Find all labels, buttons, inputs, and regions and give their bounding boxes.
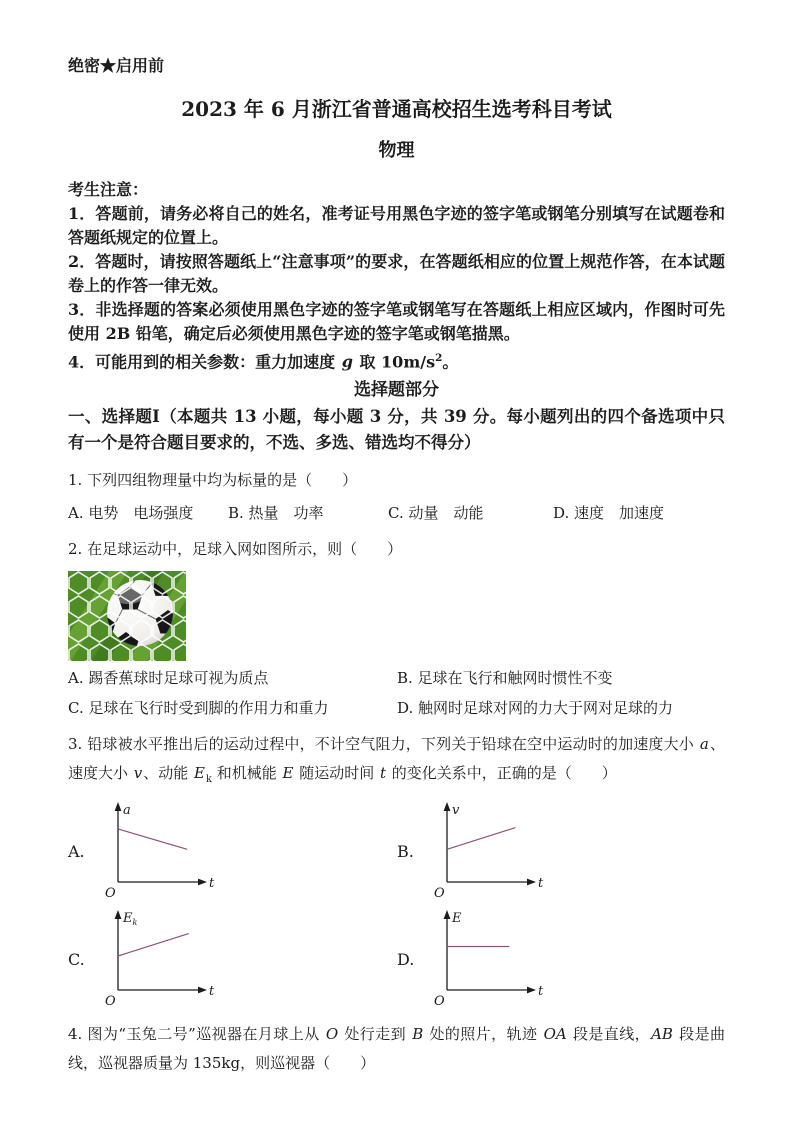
exam-title: 2023 年 6 月浙江省普通高校招生选考科目考试 [181,97,612,121]
q2-option-b: B. 足球在飞行和触网时惯性不变 [397,669,613,688]
q1-option-c: C. 动量 动能 [388,504,484,523]
q1-option-d: D. 速度 加速度 [553,504,665,523]
q1-option-b: B. 热量 功率 [228,504,324,523]
soccer-ball-in-net-photo [68,571,186,661]
question-1-options [68,501,725,525]
x-axis-arrow [198,987,207,994]
y-axis-label: a [123,803,131,819]
goal-net [68,571,186,661]
q2-option-d: D. 触网时足球对网的力大于网对足球的力 [397,699,674,718]
graph-c-kinetic-energy-vs-time [102,908,222,1010]
graph-d-mechanical-energy-vs-time [431,908,551,1010]
graph-b-velocity-vs-time [431,800,551,902]
y-axis-arrow [444,910,451,919]
question-2-options [68,666,725,720]
graph-option-b-label: B. [397,841,414,861]
x-axis-label: t [209,876,215,892]
graph-a-acceleration-vs-time [102,800,222,902]
question-3-graphs [68,800,725,1010]
notice-item-4: 4．可能用到的相关参数：重力加速度 g 取 $10m/s^2$。 [68,352,459,372]
data-line [447,828,515,850]
exam-subject: 物理 [378,140,415,161]
question-2-stem: 2. 在足球运动中，足球入网如图所示，则（ ） [68,540,403,559]
y-axis-arrow [444,802,451,811]
y-axis-label: E [452,911,462,927]
x-axis-label: t [538,984,544,1000]
q1-option-a: A. 电势 电场强度 [68,504,194,523]
notice-item-2: 2．答题时，请按照答题纸上“注意事项”的要求，在答题纸相应的位置上规范作答，在本试题卷上的作答一律无效。 [68,252,725,295]
graph-option-a-label: A. [68,841,85,861]
classification-banner: 绝密★启用前 [68,56,165,75]
section-part-label: 选择题部分 [354,380,439,401]
x-axis-arrow [527,987,536,994]
x-axis-arrow [527,879,536,886]
x-axis-label: t [538,876,544,892]
graph-cell-b [397,800,725,902]
origin-label: O [434,994,445,1010]
part1-intro: 一、选择题Ⅰ（本题共 13 小题，每小题 3 分，共 39 分。每小题列出的四个备选项中只有一个是符合题目要求的，不选、多选、错选均不得分） [68,407,725,453]
graph-cell-a [68,800,397,902]
y-axis-label: v [452,803,460,819]
y-axis-arrow [115,802,122,811]
data-line [118,829,187,849]
x-axis-arrow [198,879,207,886]
notice-item-1: 1．答题前，请务必将自己的姓名，准考证号用黑色字迹的签字笔或钢笔分别填写在试题卷和答题纸规定的位置上。 [68,204,725,247]
page-content [68,56,725,1078]
question-1-stem: 1. 下列四组物理量中均为标量的是（ ） [68,471,358,490]
graph-cell-c [68,908,397,1010]
q2-option-c: C. 足球在飞行时受到脚的作用力和重力 [68,699,329,718]
data-line [118,934,189,956]
graph-option-c-label: C. [68,949,85,969]
notice-heading: 考生注意： [68,180,149,199]
graph-option-d-label: D. [397,949,415,969]
origin-label: O [105,886,116,902]
question-3-stem: 3. 铅球被水平推出后的运动过程中，不计空气阻力，下列关于铅球在空中运动时的加速度大小 a、速度大小 v、动能 $E_k$ 和机械能 E 随运动时间 t 的变化关系中，正确的是（ ） [68,735,725,786]
y-axis-arrow [115,910,122,919]
x-axis-label: t [209,984,215,1000]
origin-label: O [105,994,116,1010]
notice-item-3: 3．非选择题的答案必须使用黑色字迹的签字笔或钢笔写在答题纸上相应区域内，作图时可先使用 2B 铅笔，确定后必须使用黑色字迹的签字笔或钢笔描黑。 [68,300,725,343]
y-axis-label: $E_k$ [123,911,138,928]
origin-label: O [434,886,445,902]
question-4-stem: 4. 图为“玉兔二号”巡视器在月球上从 O 处行走到 B 处的照片，轨迹 OA 段是直线，AB 段是曲线，巡视器质量为 135kg，则巡视器（ ） [68,1025,725,1073]
graph-cell-d [397,908,725,1010]
q2-option-a: A. 踢香蕉球时足球可视为质点 [68,669,269,688]
